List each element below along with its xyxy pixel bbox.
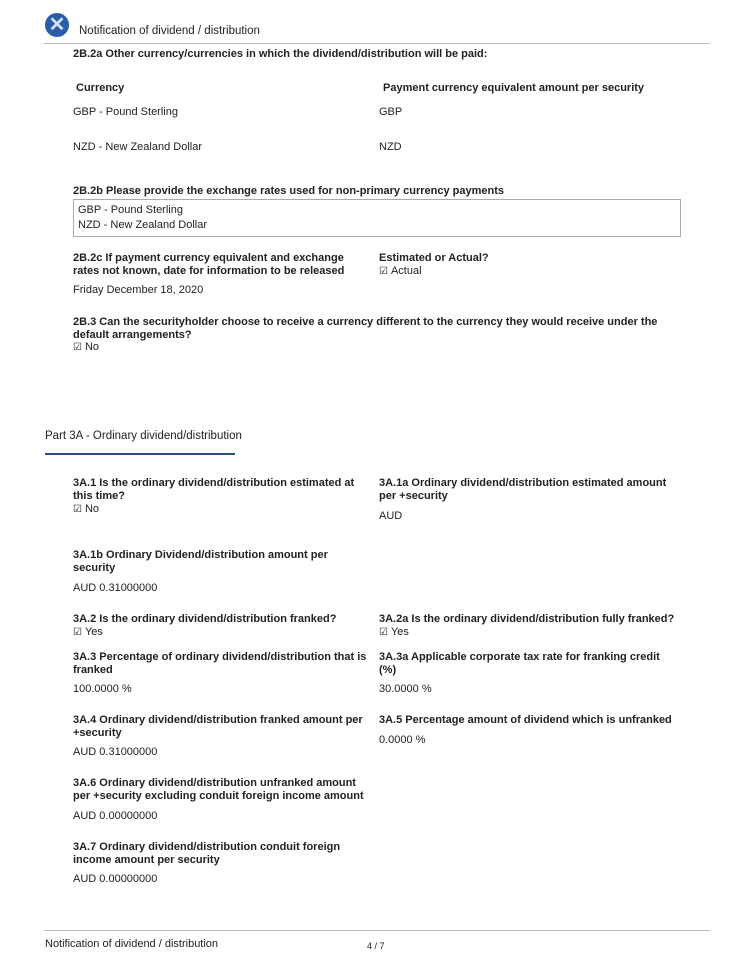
part-3a-title: Part 3A - Ordinary dividend/distribution — [45, 430, 242, 442]
question-a4-value-row — [73, 746, 157, 759]
rate-line: NZD - New Zealand Dollar — [78, 219, 207, 231]
question-a1b-value-row — [73, 582, 157, 595]
estimated-actual-value: Actual — [390, 265, 422, 277]
footer-divider — [44, 930, 710, 931]
amount-cell: NZD — [379, 141, 402, 153]
header-title: Notification of dividend / distribution — [79, 25, 260, 37]
question-a7-label: 3A.7 Ordinary dividend/distribution conduit foreign income amount per security — [73, 841, 341, 866]
page-number: 4 / 7 — [367, 941, 385, 951]
currency-cell: GBP - Pound Sterling — [73, 106, 178, 118]
question-a3a-value-row — [379, 683, 432, 696]
question-a2a-label: 3A.2a Is the ordinary dividend/distribution fully franked? — [379, 613, 675, 625]
question-a6-value-row — [73, 810, 157, 823]
question-a4-label: 3A.4 Ordinary dividend/distribution franked amount per +security — [73, 714, 363, 739]
header-divider — [44, 43, 710, 44]
question-a5-value-row — [379, 734, 425, 747]
col-amount: Payment currency equivalent amount per security — [383, 82, 645, 94]
release-date: Friday December 18, 2020 — [73, 284, 204, 296]
amount-cell: GBP — [379, 106, 403, 118]
question-a1-label: 3A.1 Is the ordinary dividend/distribution estimated at this time? — [73, 477, 355, 502]
question-a3a-value: 30.0000 % — [379, 683, 432, 695]
asx-logo-icon: ✕ — [45, 13, 69, 37]
question-a1a-value: AUD — [379, 510, 403, 522]
question-a5-value: 0.0000 % — [379, 734, 426, 746]
section-2b3-title: 2B.3 Can the securityholder choose to receive a currency different to the currency they would receive under the default arrangements? — [73, 316, 658, 341]
question-a2a-value: Yes — [390, 626, 409, 638]
question-a2-value: Yes — [84, 626, 103, 638]
section-2b2a-title: 2B.2a Other currency/currencies in which the dividend/distribution will be paid: — [73, 48, 488, 60]
col-currency: Currency — [76, 82, 125, 94]
question-a3-value: 100.0000 % — [73, 683, 132, 695]
question-a1-value: No — [84, 503, 100, 515]
question-a7-value-row — [73, 873, 157, 886]
question-a3a-label: 3A.3a Applicable corporate tax rate for franking credit (%) — [379, 651, 660, 676]
exchange-rates-box — [73, 199, 681, 237]
footer-title: Notification of dividend / distribution — [45, 938, 219, 950]
question-a1a-value-row — [379, 510, 402, 523]
question-a3-value-row — [73, 683, 132, 696]
question-a2-value-row — [73, 626, 103, 639]
question-a1b-label: 3A.1b Ordinary Dividend/distribution amount per security — [73, 549, 328, 574]
currency-cell: NZD - New Zealand Dollar — [73, 141, 202, 153]
rate-line: GBP - Pound Sterling — [78, 204, 183, 216]
question-a3-label: 3A.3 Percentage of ordinary dividend/distribution that is franked — [73, 651, 367, 676]
check-icon: ☑ — [379, 266, 388, 277]
question-a1-value-row — [73, 503, 99, 516]
question-a1b-value: AUD 0.31000000 — [73, 582, 158, 594]
question-a2a-value-row — [379, 626, 409, 639]
section-2b2b-title: 2B.2b Please provide the exchange rates used for non-primary currency payments — [73, 185, 504, 197]
question-a6-value: AUD 0.00000000 — [73, 810, 158, 822]
section-2b2c-title: 2B.2c If payment currency equivalent and exchange rates not known, date for information to be released — [73, 252, 345, 277]
question-a5-label: 3A.5 Percentage amount of dividend which is unfranked — [379, 714, 672, 726]
question-a4-value: AUD 0.31000000 — [73, 746, 158, 758]
question-a7-value: AUD 0.00000000 — [73, 873, 158, 885]
check-icon: ☑ — [73, 342, 82, 353]
check-icon: ☑ — [379, 627, 388, 638]
check-icon: ☑ — [73, 627, 82, 638]
question-a2-label: 3A.2 Is the ordinary dividend/distribution franked? — [73, 613, 337, 625]
estimated-actual-title: Estimated or Actual? — [379, 252, 489, 264]
2b3-value: No — [84, 341, 100, 353]
part-3a-underline — [45, 453, 235, 455]
check-icon: ☑ — [73, 504, 82, 515]
question-a6-label: 3A.6 Ordinary dividend/distribution unfranked amount per +security excluding conduit foreign income amount — [73, 777, 364, 802]
question-a1a-label: 3A.1a Ordinary dividend/distribution estimated amount per +security — [379, 477, 667, 502]
